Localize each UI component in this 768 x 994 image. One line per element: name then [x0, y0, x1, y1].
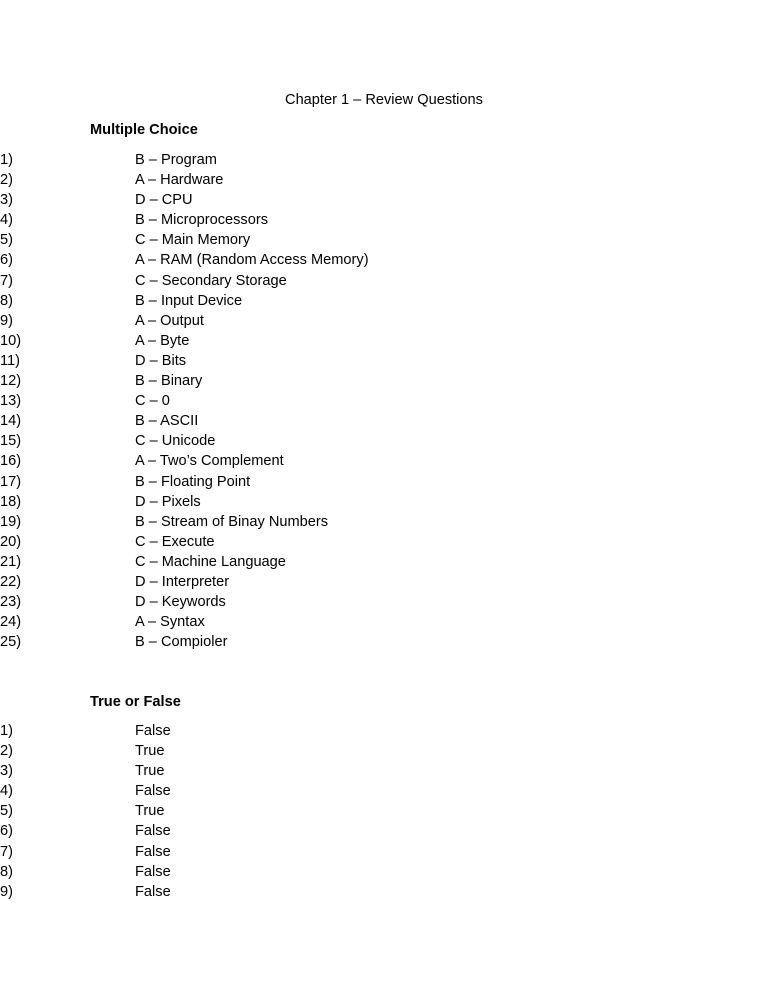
item-answer: B – Microprocessors: [135, 212, 269, 229]
item-number: 25): [0, 634, 22, 651]
item-number: 20): [0, 533, 22, 550]
item-number: 24): [0, 614, 22, 631]
item-answer: C – 0: [135, 393, 170, 410]
item-answer: A – Syntax: [135, 614, 205, 631]
item-number: 1): [0, 723, 13, 739]
item-answer: B – Binary: [135, 373, 203, 390]
item-answer: False: [135, 823, 171, 840]
item-answer: D – Bits: [135, 352, 187, 369]
item-number: 14): [0, 413, 22, 430]
item-number: 7): [0, 272, 13, 289]
item-number: 23): [0, 594, 22, 611]
item-number: 2): [0, 172, 13, 189]
item-number: 18): [0, 493, 22, 510]
item-answer: False: [135, 723, 171, 739]
page-title: Chapter 1 – Review Questions: [285, 92, 483, 108]
item-number: 13): [0, 393, 22, 410]
item-number: 16): [0, 453, 22, 470]
item-number: 5): [0, 232, 13, 249]
item-answer: A – Byte: [135, 332, 190, 349]
item-answer: D – Interpreter: [135, 573, 230, 590]
item-answer: False: [135, 783, 171, 800]
item-number: 3): [0, 763, 13, 780]
item-number: 9): [0, 883, 13, 900]
item-number: 21): [0, 553, 22, 570]
item-answer: A – RAM (Random Access Memory): [135, 252, 369, 269]
item-answer: C – Execute: [135, 533, 215, 550]
item-answer: False: [135, 883, 171, 900]
item-number: 9): [0, 312, 13, 329]
item-answer: C – Machine Language: [135, 553, 286, 570]
item-answer: B – Input Device: [135, 292, 243, 309]
item-answer: C – Unicode: [135, 433, 216, 450]
item-number: 4): [0, 783, 13, 800]
item-number: 8): [0, 863, 13, 880]
item-number: 3): [0, 192, 13, 209]
item-answer: True: [135, 743, 165, 760]
item-answer: A – Hardware: [135, 172, 224, 189]
item-number: 2): [0, 743, 13, 760]
item-answer: C – Secondary Storage: [135, 272, 287, 289]
item-number: 8): [0, 292, 13, 309]
item-answer: D – Keywords: [135, 594, 226, 611]
item-number: 17): [0, 473, 22, 490]
item-answer: B – Stream of Binay Numbers: [135, 513, 329, 530]
item-answer: True: [135, 763, 165, 780]
item-answer: D – Pixels: [135, 493, 201, 510]
item-answer: B – Program: [135, 152, 217, 168]
true-false-heading: True or False: [90, 694, 181, 710]
item-number: 4): [0, 212, 13, 229]
item-answer: B – Compioler: [135, 634, 228, 651]
item-number: 6): [0, 823, 13, 840]
item-number: 19): [0, 513, 22, 530]
item-number: 11): [0, 352, 21, 369]
item-number: 1): [0, 152, 13, 168]
item-number: 10): [0, 332, 22, 349]
item-answer: B – ASCII: [135, 413, 199, 430]
item-number: 7): [0, 843, 13, 860]
item-answer: False: [135, 843, 171, 860]
item-answer: A – Two’s Complement: [135, 453, 284, 470]
item-answer: False: [135, 863, 171, 880]
item-answer: B – Floating Point: [135, 473, 251, 490]
item-answer: C – Main Memory: [135, 232, 251, 249]
item-answer: D – CPU: [135, 192, 193, 209]
multiple-choice-heading: Multiple Choice: [90, 122, 198, 138]
item-number: 15): [0, 433, 22, 450]
item-answer: True: [135, 803, 165, 820]
item-number: 12): [0, 373, 22, 390]
item-number: 5): [0, 803, 13, 820]
item-answer: A – Output: [135, 312, 204, 329]
item-number: 6): [0, 252, 13, 269]
item-number: 22): [0, 573, 22, 590]
